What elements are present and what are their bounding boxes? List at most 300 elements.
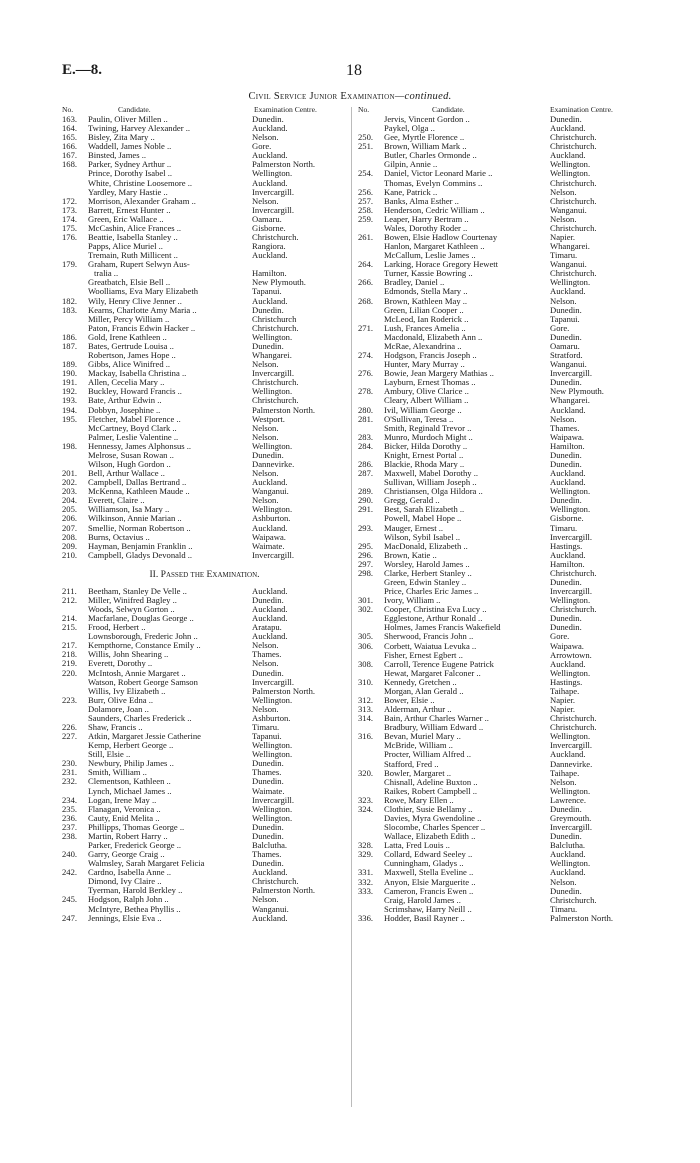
candidate-name: Dimond, Ivy Claire .. <box>88 876 162 887</box>
candidate-name: Paulin, Oliver Millen .. <box>88 114 168 124</box>
examination-centre: Nelson. <box>550 213 577 224</box>
candidate-number: 332. <box>358 876 374 887</box>
candidate-number: 278. <box>358 386 374 397</box>
candidate-name: Wilson, Hugh Gordon .. <box>88 458 171 469</box>
candidate-number: 297. <box>358 558 374 569</box>
examination-centre: Palmerston North. <box>252 404 316 415</box>
candidate-name: Prince, Dorothy Isabel .. <box>88 168 173 179</box>
candidate-name: Allen, Cecelia Mary .. <box>88 377 165 388</box>
candidate-number: 306. <box>358 640 374 651</box>
examination-centre: Dunedin. <box>252 776 284 787</box>
examination-centre: Dunedin. <box>550 331 582 342</box>
examination-centre: Auckland. <box>550 286 586 297</box>
examination-centre: Invercargill. <box>252 549 295 560</box>
candidate-name: McCashin, Alice Frances .. <box>88 222 182 233</box>
candidate-name: McCartney, Boyd Clark .. <box>88 422 177 433</box>
candidate-number: 209. <box>62 540 78 551</box>
candidate-name: Edmonds, Stella Mary .. <box>384 286 468 297</box>
candidate-number: 266. <box>358 277 374 288</box>
candidate-name: Flanagan, Veronica .. <box>88 803 161 814</box>
candidate-name: Gilpin, Annie .. <box>384 159 438 170</box>
examination-centre: Waimate. <box>252 540 285 551</box>
candidate-name: Lush, Frances Amelia .. <box>384 322 466 333</box>
examination-centre: Hamilton. <box>252 268 287 279</box>
candidate-number: 212. <box>62 594 78 605</box>
candidate-number: 316. <box>358 731 374 742</box>
examination-centre: Dunedin. <box>550 114 582 124</box>
examination-centre: Auckland. <box>252 867 288 878</box>
candidate-number: 211. <box>62 585 77 596</box>
examination-centre: Auckland. <box>550 549 586 560</box>
candidate-number: 331. <box>358 867 374 878</box>
examination-centre: Dunedin. <box>252 449 284 460</box>
examination-centre: Wellington. <box>550 504 591 515</box>
candidate-name: Davies, Myra Gwendoline .. <box>384 813 482 824</box>
candidate-name: Gibbs, Alice Winifred .. <box>88 359 171 370</box>
candidate-name: Shaw, Francis .. <box>88 722 143 732</box>
candidate-name: Corbett, Waiatua Levuka .. <box>384 640 477 651</box>
candidate-name: Bower, Elsie .. <box>384 695 435 705</box>
examination-centre: Hastings. <box>550 540 583 551</box>
candidate-name: Anyon, Elsie Marguerite .. <box>384 876 476 887</box>
candidate-number: 219. <box>62 658 78 669</box>
candidate-name: Clementson, Kathleen .. <box>88 776 171 787</box>
candidate-name: Logan, Irene May .. <box>88 794 157 805</box>
examination-centre: Wanganui. <box>252 903 289 914</box>
candidate-name: Cleary, Albert William .. <box>384 395 469 406</box>
examination-centre: Balclutha. <box>252 840 288 851</box>
candidate-name: Saunders, Charles Frederick .. <box>88 712 192 723</box>
examination-centre: Rangiora. <box>252 241 286 252</box>
candidate-number: 203. <box>62 486 78 497</box>
examination-centre: Auckland. <box>252 631 288 642</box>
candidate-name: Daniel, Victor Leonard Marie .. <box>384 168 493 179</box>
candidate-name: Bradbury, William Edward .. <box>384 722 484 733</box>
candidate-name: Scrimshaw, Harry Neill .. <box>384 903 472 914</box>
candidate-name: Clothier, Susie Bellamy .. <box>384 803 473 814</box>
examination-centre: Aratapu. <box>252 622 282 633</box>
candidate-number: 305. <box>358 631 374 642</box>
candidate-number: 172. <box>62 195 78 206</box>
examination-centre: Christchurch. <box>550 722 597 733</box>
candidate-name: Newbury, Philip James .. <box>88 758 174 769</box>
candidate-name: McCallum, Leslie James .. <box>384 250 476 261</box>
section-heading <box>62 560 347 587</box>
candidate-name: Willis, John Shearing .. <box>88 649 169 660</box>
examination-centre: Wellington. <box>252 168 293 179</box>
examination-centre: Nelson. <box>252 468 279 479</box>
candidate-name: Maxwell, Stella Eveline .. <box>384 867 474 878</box>
examination-centre: Balclutha. <box>550 840 586 851</box>
candidate-number: 268. <box>358 295 374 306</box>
page-number: 18 <box>346 62 362 79</box>
candidate-number: 247. <box>62 912 78 923</box>
examination-centre: Nelson. <box>252 132 279 143</box>
candidate-number: 240. <box>62 849 78 860</box>
examination-centre: Christchurch. <box>550 894 597 905</box>
candidate-number: 175. <box>62 222 78 233</box>
examination-centre: Christchurch. <box>550 132 597 143</box>
candidate-name: Atkin, Margaret Jessie Catherine <box>88 731 201 742</box>
candidate-name: Worsley, Harold James .. <box>384 558 470 569</box>
examination-centre: Oamaru. <box>252 213 282 224</box>
examination-centre: Palmerston North. <box>252 685 316 696</box>
candidate-number: 201. <box>62 468 78 479</box>
candidate-number: 258. <box>358 204 374 215</box>
candidate-name: McRae, Alexandrina .. <box>384 340 462 351</box>
list-item <box>358 914 658 923</box>
examination-centre: Dunedin. <box>550 377 582 388</box>
candidate-name: Kemp, Herbert George .. <box>88 740 174 751</box>
candidate-number: 293. <box>358 522 374 533</box>
examination-centre: Auckland. <box>550 849 586 860</box>
candidate-number: 202. <box>62 477 78 488</box>
candidate-name: Bain, Arthur Charles Warner .. <box>384 713 489 724</box>
page-title <box>60 91 640 102</box>
candidate-name: Bate, Arthur Edwin .. <box>88 395 162 406</box>
examination-centre: Wellington. <box>252 749 293 760</box>
examination-centre: New Plymouth. <box>550 386 604 397</box>
examination-centre: Wanganui. <box>550 259 587 270</box>
examination-centre: Nelson. <box>252 658 279 669</box>
candidate-name: Cameron, Francis Ewen .. <box>384 885 474 896</box>
left-list-part2 <box>62 587 347 923</box>
candidate-name: Jennings, Elsie Eva .. <box>88 912 162 923</box>
examination-centre: Invercargill. <box>252 186 295 197</box>
examination-centre: Wellington. <box>252 440 293 451</box>
examination-centre: Waipawa. <box>550 431 584 442</box>
page-header <box>62 62 662 80</box>
candidate-name: Greatbatch, Elsie Bell .. <box>88 277 171 288</box>
candidate-name: Burr, Olive Edna .. <box>88 694 154 705</box>
examination-centre: Taihape. <box>550 685 580 696</box>
candidate-number: 220. <box>62 667 78 678</box>
examination-centre: Whangarei. <box>550 241 590 252</box>
candidate-name: Miller, Winifred Bagley .. <box>88 594 177 605</box>
candidate-number: 173. <box>62 204 78 215</box>
candidate-name: Martin, Robert Harry .. <box>88 830 168 841</box>
examination-centre: Wellington. <box>550 667 591 678</box>
examination-centre: Dunedin. <box>550 803 582 814</box>
candidate-number: 312. <box>358 695 374 705</box>
candidate-name: Henderson, Cedric William .. <box>384 204 485 215</box>
examination-centre: Tapanui. <box>252 286 282 297</box>
candidate-name: Graham, Rupert Selwyn Aus- <box>88 259 190 270</box>
candidate-name: Banks, Alma Esther .. <box>384 195 459 206</box>
examination-centre: Christchurch. <box>252 395 299 406</box>
examination-centre: Christchurch. <box>550 177 597 188</box>
candidate-name: Macdonald, Elizabeth Ann .. <box>384 331 483 342</box>
examination-centre: Palmerston North. <box>252 159 316 170</box>
candidate-name: Egglestone, Arthur Ronald .. <box>384 613 483 624</box>
candidate-name: Mauger, Ernest .. <box>384 522 444 533</box>
candidate-name: Macfarlane, Douglas George .. <box>88 613 194 624</box>
candidate-name: Papps, Alice Muriel .. <box>88 241 163 252</box>
candidate-name: Buckley, Howard Francis .. <box>88 386 182 397</box>
examination-centre: Oamaru. <box>550 340 580 351</box>
examination-centre: Auckland. <box>252 912 288 923</box>
candidate-number: 190. <box>62 368 78 379</box>
examination-centre: Dannevirke. <box>252 458 295 469</box>
candidate-name: Tremain, Ruth Millicent .. <box>88 250 178 261</box>
candidate-name: Binsted, James .. <box>88 150 147 161</box>
candidate-name: Morgan, Alan Gerald .. <box>384 685 464 696</box>
examination-centre: Taihape. <box>550 767 580 778</box>
examination-centre: Dunedin. <box>252 821 284 832</box>
examination-centre: Wellington. <box>550 277 591 288</box>
examination-centre: Gore. <box>550 631 570 642</box>
candidate-name: Bisley, Zita Mary .. <box>88 132 155 143</box>
candidate-name: Hayman, Benjamin Franklin .. <box>88 540 193 551</box>
candidate-name: Dobbyn, Josephine .. <box>88 404 161 415</box>
examination-centre: Tapanui. <box>252 731 282 742</box>
candidate-name: Wales, Dorothy Roder .. <box>384 222 468 233</box>
candidate-name: Fletcher, Mabel Florence .. <box>88 413 181 424</box>
examination-centre: Auckland. <box>550 404 586 415</box>
candidate-name: Hodder, Basil Rayner .. <box>384 912 465 923</box>
candidate-name: Paton, Francis Edwin Hacker .. <box>88 322 196 333</box>
candidate-name: Brown, Kathleen May .. <box>384 295 468 306</box>
candidate-number: 235. <box>62 803 78 814</box>
examination-centre: Nelson. <box>550 776 577 787</box>
candidate-number: 164. <box>62 123 78 134</box>
candidate-name: Best, Sarah Elizabeth .. <box>384 504 465 515</box>
candidate-number: 251. <box>358 141 374 152</box>
candidate-number: 320. <box>358 767 374 778</box>
examination-centre: Dunedin. <box>252 114 284 124</box>
candidate-number: 254. <box>358 168 374 179</box>
candidate-name: Green, Eric Wallace .. <box>88 213 164 224</box>
candidate-name: Phillipps, Thomas George .. <box>88 821 185 832</box>
candidate-name: Knight, Ernest Portal .. <box>384 449 464 460</box>
examination-centre: Thames. <box>252 649 282 660</box>
candidate-name: McIntyre, Bethea Phyllis .. <box>88 903 181 914</box>
examination-centre: Nelson. <box>550 295 577 306</box>
candidate-name: Munro, Murdoch Might .. <box>384 431 473 442</box>
candidate-number: 193. <box>62 395 78 406</box>
examination-centre: New Plymouth. <box>252 277 306 288</box>
examination-centre: Nelson. <box>252 495 279 506</box>
examination-centre: Thames. <box>550 422 580 433</box>
candidate-name: Williamson, Isa Mary .. <box>88 504 170 515</box>
examination-centre: Dunedin. <box>550 831 582 842</box>
candidate-name: Bowie, Jean Margery Mathias .. <box>384 368 494 379</box>
examination-centre: Auckland. <box>252 585 288 596</box>
candidate-name: Campbell, Gladys Devonald .. <box>88 549 193 560</box>
candidate-number: 179. <box>62 259 78 270</box>
candidate-name: Gregg, Gerald .. <box>384 495 440 506</box>
examination-centre: Wellington. <box>252 694 293 705</box>
candidate-name: Larking, Horace Gregory Hewett <box>384 259 499 270</box>
candidate-number: 208. <box>62 531 78 542</box>
examination-centre: Arrowtown. <box>550 649 592 660</box>
examination-centre: Hamilton. <box>550 558 585 569</box>
examination-centre: Thames. <box>252 849 282 860</box>
candidate-name: tralia .. <box>94 268 119 279</box>
examination-centre: Gisborne. <box>252 222 286 233</box>
candidate-name: Woods, Selwyn Gorton .. <box>88 603 175 614</box>
examination-centre: Wanganui. <box>550 204 587 215</box>
examination-centre: Wellington. <box>550 486 591 497</box>
examination-centre: Auckland. <box>252 123 288 134</box>
examination-centre: Hamilton. <box>550 440 585 451</box>
examination-centre: Invercargill. <box>252 368 295 379</box>
examination-centre: Stratford. <box>550 350 583 361</box>
examination-centre: Dannevirke. <box>550 758 593 769</box>
examination-centre: Palmerston North. <box>252 885 316 896</box>
candidate-name: Clarke, Herbert Stanley .. <box>384 567 472 578</box>
examination-centre: Timaru. <box>550 903 578 914</box>
candidate-number: 295. <box>358 540 374 551</box>
candidate-name: Palmer, Leslie Valentine .. <box>88 431 179 442</box>
examination-centre: Christchurch. <box>252 377 299 388</box>
examination-centre: Nelson. <box>550 413 577 424</box>
candidate-name: Alderman, Arthur .. <box>384 704 452 715</box>
candidate-name: Butler, Charles Ormonde .. <box>384 150 477 161</box>
candidate-name: Watson, Robert George Samson <box>88 676 198 687</box>
candidate-name: Morrison, Alexander Graham .. <box>88 195 196 206</box>
examination-centre: Nelson. <box>550 186 577 197</box>
candidate-name: Robertson, James Hope .. <box>88 350 176 361</box>
candidate-number: 176. <box>62 232 78 243</box>
candidate-name: Craig, Harold James .. <box>384 894 461 905</box>
candidate-name: Hennessy, James Alphonsus .. <box>88 440 192 451</box>
candidate-number: 223. <box>62 694 78 705</box>
examination-centre: Ashburton. <box>252 712 291 723</box>
candidate-name: Leaper, Harry Bertram .. <box>384 213 469 224</box>
candidate-number: 280. <box>358 404 374 415</box>
candidate-name: Yardley, Mary Hastie .. <box>88 186 168 197</box>
candidate-name: Wilkinson, Annie Marian .. <box>88 513 182 524</box>
candidate-name: Bowen, Elsie Hadlow Courtenay <box>384 232 498 243</box>
candidate-name: Wily, Henry Clive Jenner .. <box>88 295 182 306</box>
candidate-number: 187. <box>62 340 78 351</box>
candidate-number: 163. <box>62 114 78 124</box>
examination-centre: Christchurch. <box>550 268 597 279</box>
candidate-number: 205. <box>62 504 78 515</box>
examination-centre: Timaru. <box>252 722 280 732</box>
candidate-number: 301. <box>358 595 374 606</box>
candidate-number: 271. <box>358 322 374 333</box>
examination-centre: Waipawa. <box>550 640 584 651</box>
examination-centre: Invercargill. <box>550 531 593 542</box>
candidate-number: 308. <box>358 658 374 669</box>
candidate-name: Brown, William Mark .. <box>384 141 467 152</box>
candidate-name: Woolliams, Eva Mary Elizabeth <box>88 286 199 297</box>
examination-centre: Dunedin. <box>252 858 284 869</box>
examination-centre: Wellington. <box>550 731 591 742</box>
candidate-name: Everett, Claire .. <box>88 495 145 506</box>
list-item <box>62 551 347 560</box>
examination-centre: Wellington. <box>252 803 293 814</box>
candidate-number: 183. <box>62 304 78 315</box>
examination-centre: Wellington. <box>550 858 591 869</box>
right-list <box>358 115 658 923</box>
candidate-number: 314. <box>358 713 374 724</box>
examination-centre: Christchurch <box>252 313 297 324</box>
candidate-name: Blackie, Rhoda Mary .. <box>384 458 465 469</box>
candidate-number: 329. <box>358 849 374 860</box>
candidate-name: Willis, Ivy Elizabeth .. <box>88 685 166 696</box>
candidate-number: 336. <box>358 912 374 923</box>
candidate-number: 215. <box>62 622 78 633</box>
candidate-number: 210. <box>62 549 78 560</box>
examination-centre: Timaru. <box>550 522 578 533</box>
candidate-name: Green, Lilian Cooper .. <box>384 304 464 315</box>
candidate-name: Bradley, Daniel .. <box>384 277 445 288</box>
examination-centre: Auckland. <box>252 150 288 161</box>
candidate-name: Parker, Frederick George .. <box>88 840 182 851</box>
candidate-number: 189. <box>62 359 78 370</box>
candidate-number: 261. <box>358 232 374 243</box>
column-divider <box>351 107 352 1107</box>
candidate-number: 256. <box>358 186 374 197</box>
title-continued: —continued. <box>394 91 452 102</box>
examination-centre: Christchurch. <box>550 141 597 152</box>
candidate-name: Price, Charles Eric James .. <box>384 586 479 597</box>
examination-centre: Hastings. <box>550 676 583 687</box>
candidate-number: 234. <box>62 794 78 805</box>
title-main: Civil Service Junior Examination <box>248 91 395 102</box>
candidate-name: Ivil, William George .. <box>384 404 462 415</box>
candidate-name: Rowe, Mary Ellen .. <box>384 794 454 805</box>
document-reference: E.—8. <box>62 62 103 78</box>
candidate-name: McKenna, Kathleen Maude .. <box>88 486 190 497</box>
candidate-number: 291. <box>358 504 374 515</box>
candidate-number: 242. <box>62 867 78 878</box>
candidate-name: Layburn, Ernest Thomas .. <box>384 377 476 388</box>
candidate-number: 182. <box>62 295 78 306</box>
candidate-name: Cauty, Enid Melita .. <box>88 812 160 823</box>
candidate-name: Hunter, Mary Murray .. <box>384 359 465 370</box>
candidate-number: 281. <box>358 413 374 424</box>
examination-centre: Auckland. <box>550 749 586 760</box>
candidate-number: 333. <box>358 885 374 896</box>
examination-centre: Nelson. <box>252 431 279 442</box>
candidate-number: 198. <box>62 440 78 451</box>
candidate-name: Everett, Dorothy .. <box>88 658 153 669</box>
candidate-number: 289. <box>358 486 374 497</box>
candidate-name: White, Christine Loosemore .. <box>88 177 193 188</box>
candidate-name: Walmsley, Sarah Margaret Felicia <box>88 858 205 869</box>
left-list-part1 <box>62 115 347 560</box>
candidate-number: 226. <box>62 722 78 732</box>
candidate-number: 274. <box>358 350 374 361</box>
examination-centre: Nelson. <box>550 876 577 887</box>
examination-centre: Wellington. <box>550 595 591 606</box>
examination-centre: Dunedin. <box>550 576 582 587</box>
examination-centre: Wellington. <box>252 386 293 397</box>
candidate-number: 298. <box>358 567 374 578</box>
examination-centre: Invercargill. <box>550 822 593 833</box>
candidate-name: Collard, Edward Seeley .. <box>384 849 473 860</box>
examination-centre: Nelson. <box>252 359 279 370</box>
left-column <box>62 105 347 923</box>
candidate-name: Gee, Myrtle Florence .. <box>384 132 465 143</box>
examination-centre: Dunedin. <box>252 594 284 605</box>
examination-centre: Nelson. <box>252 422 279 433</box>
candidate-name: Garry, George Craig .. <box>88 849 165 860</box>
candidate-number: 259. <box>358 213 374 224</box>
candidate-name: Still, Elsie .. <box>88 749 131 760</box>
candidate-number: 238. <box>62 830 78 841</box>
candidate-name: Cardno, Isabella Anne .. <box>88 867 172 878</box>
candidate-name: Thomas, Evelyn Commins .. <box>384 177 483 188</box>
candidate-number: 286. <box>358 458 374 469</box>
candidate-name: Dolamore, Joan .. <box>88 703 149 714</box>
examination-centre: Invercargill. <box>550 368 593 379</box>
candidate-number: 236. <box>62 812 78 823</box>
